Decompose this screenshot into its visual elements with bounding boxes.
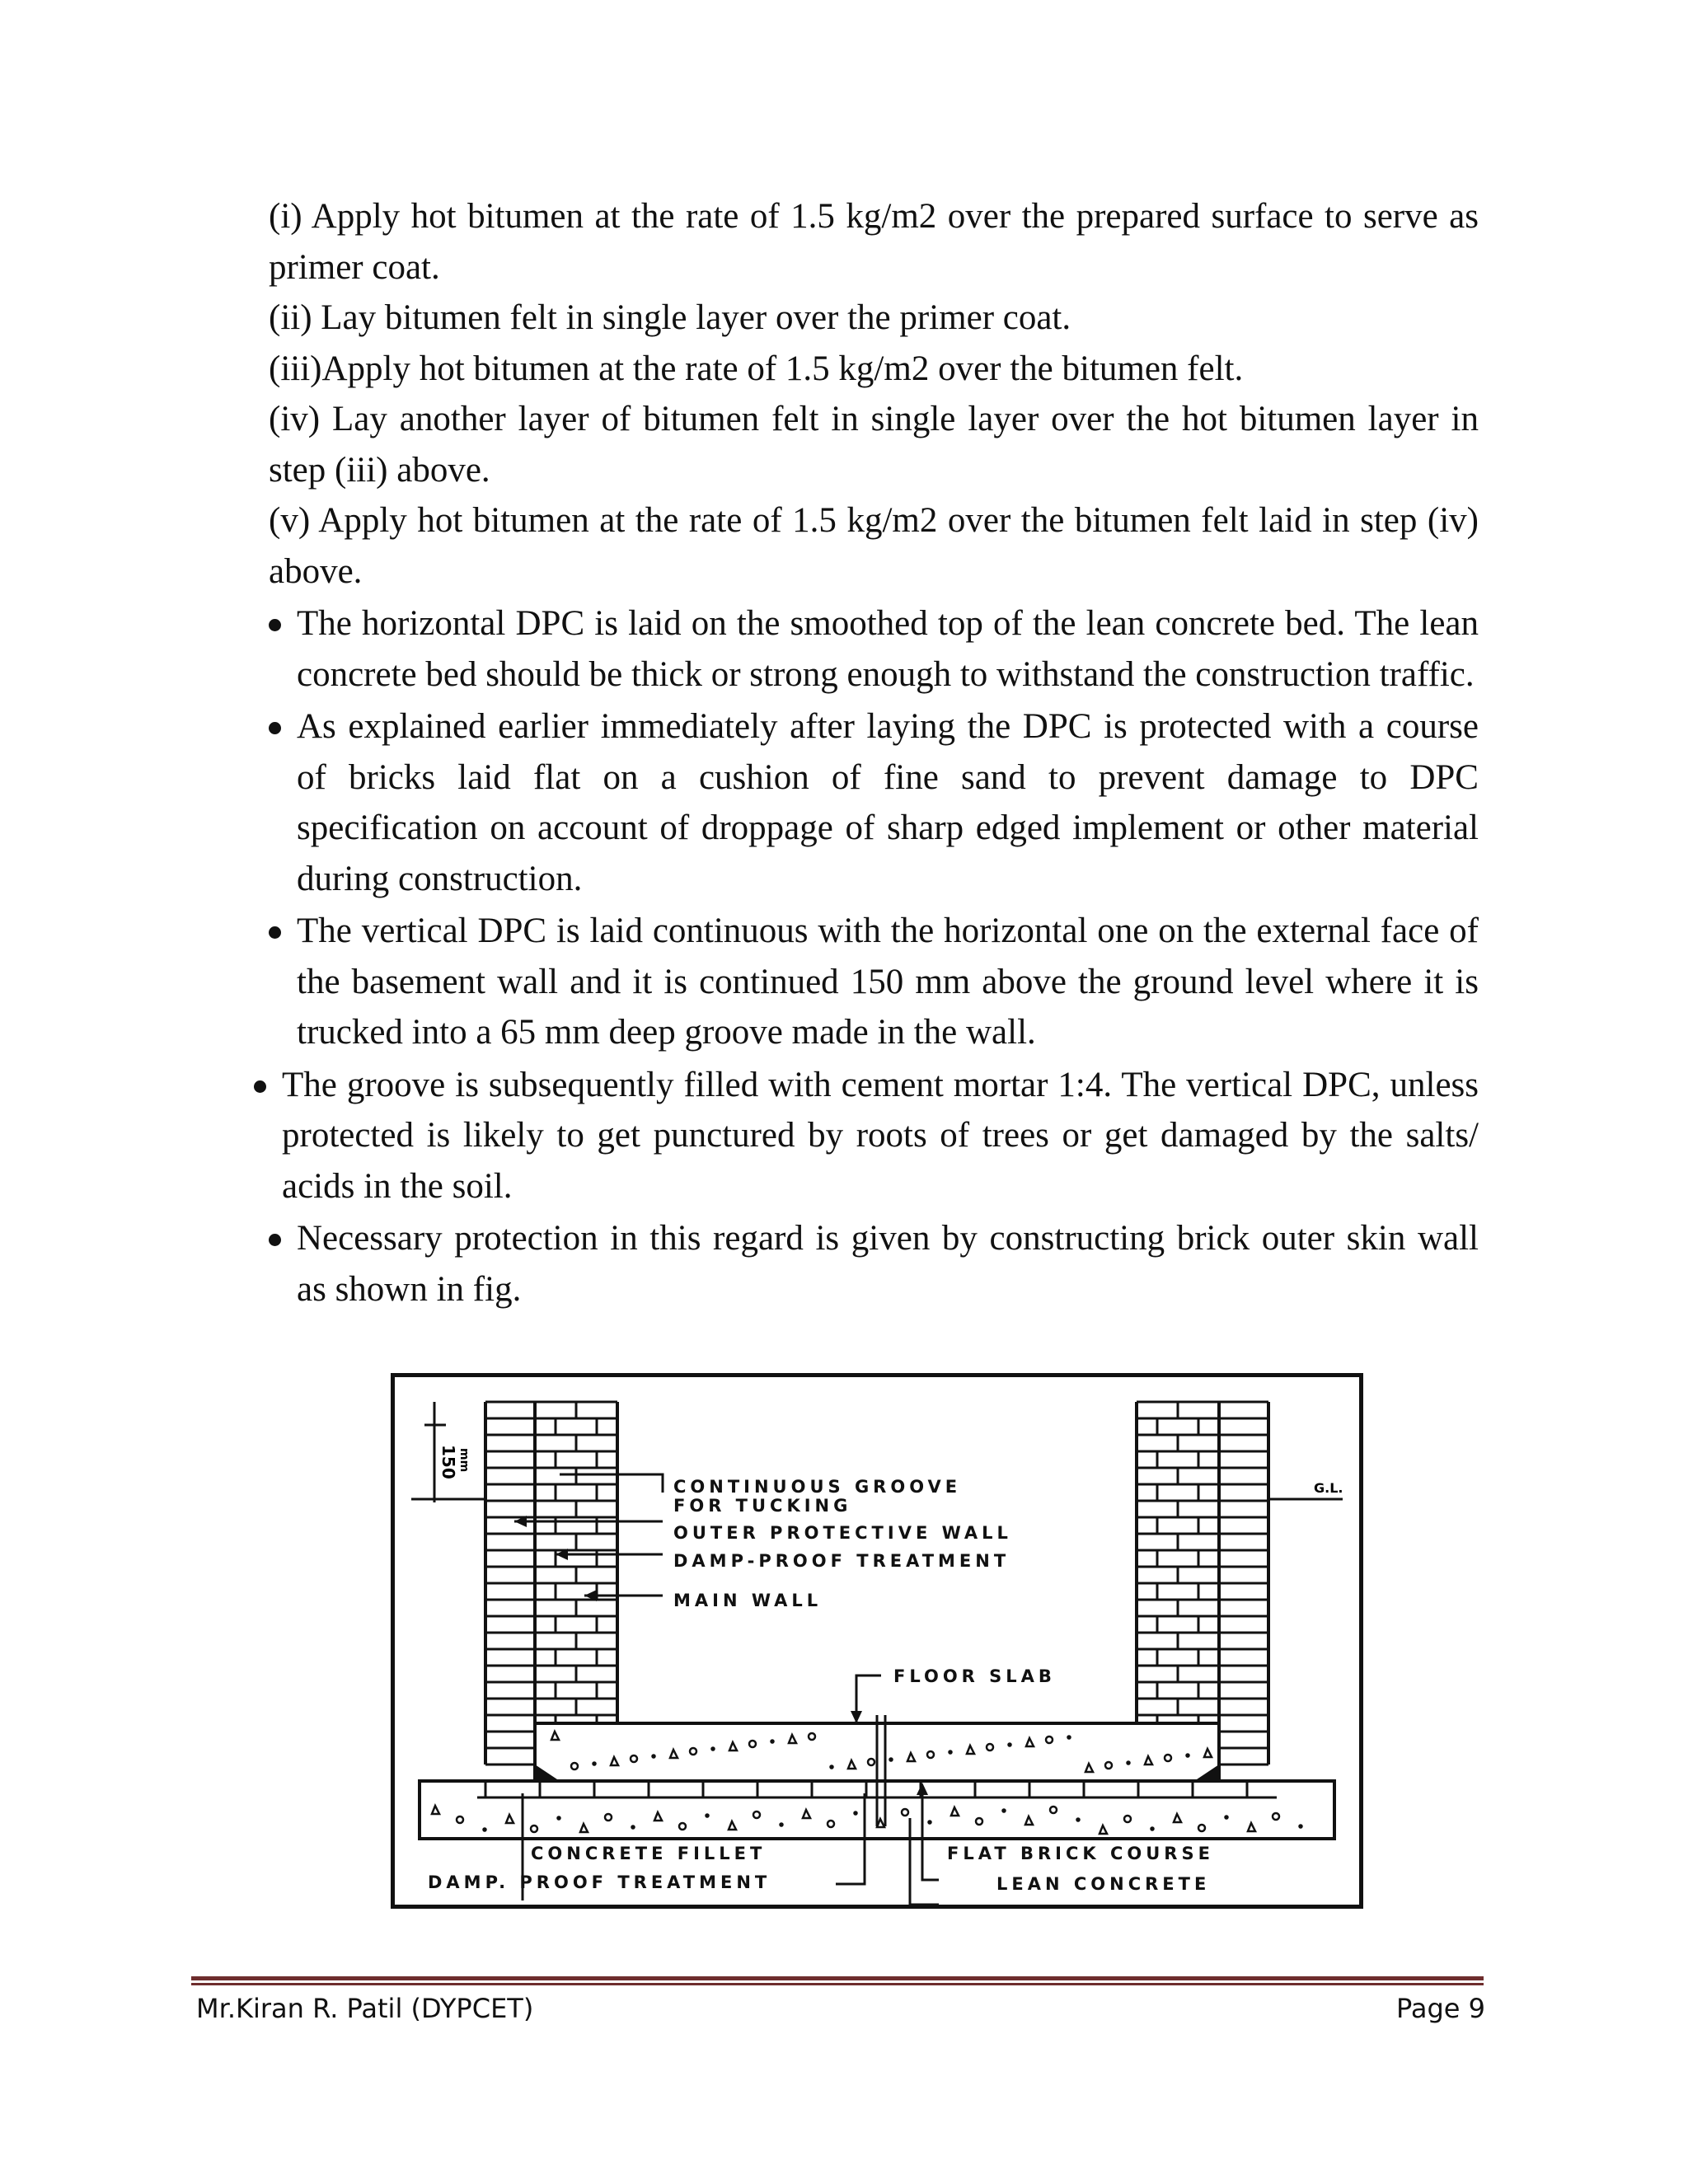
body-text xyxy=(269,191,1479,1315)
label-damp-proof-treatment-bottom: DAMP. PROOF TREATMENT xyxy=(428,1872,771,1892)
bullet-text: The horizontal DPC is laid on the smoothed top of the lean concrete bed. The lean concrete bed should be thick or strong enough to withstand the construction traffic. xyxy=(297,604,1479,694)
label-flat-brick-course: FLAT BRICK COURSE xyxy=(947,1844,1214,1863)
dpc-figure xyxy=(391,1373,1363,1909)
step-3: (iii)Apply hot bitumen at the rate of 1.5 kg/m2 over the bitumen felt. xyxy=(269,349,1244,388)
bullet-icon xyxy=(269,722,281,734)
bullet-item xyxy=(269,1213,1479,1315)
gl-label: G.L. xyxy=(1314,1480,1343,1496)
label-concrete-fillet: CONCRETE FILLET xyxy=(531,1844,767,1863)
bullet-item xyxy=(254,1060,1479,1212)
bullet-item xyxy=(269,906,1479,1058)
label-outer-protective-wall: OUTER PROTECTIVE WALL xyxy=(673,1523,1012,1543)
label-lean-concrete: LEAN CONCRETE xyxy=(996,1874,1211,1894)
page-number: Page 9 xyxy=(1396,1993,1485,2024)
bullet-text: Necessary protection in this regard is given by constructing brick outer skin wall as shown in fig. xyxy=(297,1219,1479,1309)
dimension-unit: mm xyxy=(457,1448,471,1473)
bullet-text: The vertical DPC is laid continuous with the horizontal one on the external face of the basement wall and it is continued 150 mm above the ground level where it is trucked into a 65 mm deep groove made in the wall. xyxy=(297,912,1479,1052)
step-1: (i) Apply hot bitumen at the rate of 1.5 kg/m2 over the prepared surface to serve as primer coat. xyxy=(269,197,1479,287)
bullet-item xyxy=(269,598,1479,700)
footer-rule xyxy=(191,1976,1484,1985)
step-5: (v) Apply hot bitumen at the rate of 1.5 kg/m2 over the bitumen felt laid in step (iv) above. xyxy=(269,501,1479,591)
step-2: (ii) Lay bitumen felt in single layer over the primer coat. xyxy=(269,298,1071,337)
bullet-icon xyxy=(269,1234,281,1246)
dimension-value: 150 xyxy=(438,1445,458,1479)
bullet-icon xyxy=(269,619,281,631)
bullet-text: As explained earlier immediately after laying the DPC is protected with a course of bricks laid flat on a cushion of fine sand to prevent damage to DPC specification on account of droppage of sharp edged implement or other material during construction. xyxy=(297,707,1479,898)
footer-author: Mr.Kiran R. Patil (DYPCET) xyxy=(196,1993,534,2024)
step-4: (iv) Lay another layer of bitumen felt in single layer over the hot bitumen layer in step (iii) above. xyxy=(269,400,1479,490)
label-floor-slab: FLOOR SLAB xyxy=(893,1666,1056,1686)
label-continuous-groove: CONTINUOUS GROOVE xyxy=(673,1477,962,1497)
dpc-diagram xyxy=(395,1377,1359,1905)
label-damp-proof-treatment: DAMP-PROOF TREATMENT xyxy=(673,1551,1010,1571)
bullet-icon xyxy=(269,926,281,939)
bullet-text: The groove is subsequently filled with cement mortar 1:4. The vertical DPC, unless protected is likely to get punctured by roots of trees or get damaged by the salts/ acids in the soil. xyxy=(282,1065,1479,1206)
label-for-tucking: FOR TUCKING xyxy=(673,1496,852,1516)
label-main-wall: MAIN WALL xyxy=(673,1591,823,1610)
bullet-icon xyxy=(254,1080,266,1093)
bullet-item xyxy=(269,701,1479,904)
